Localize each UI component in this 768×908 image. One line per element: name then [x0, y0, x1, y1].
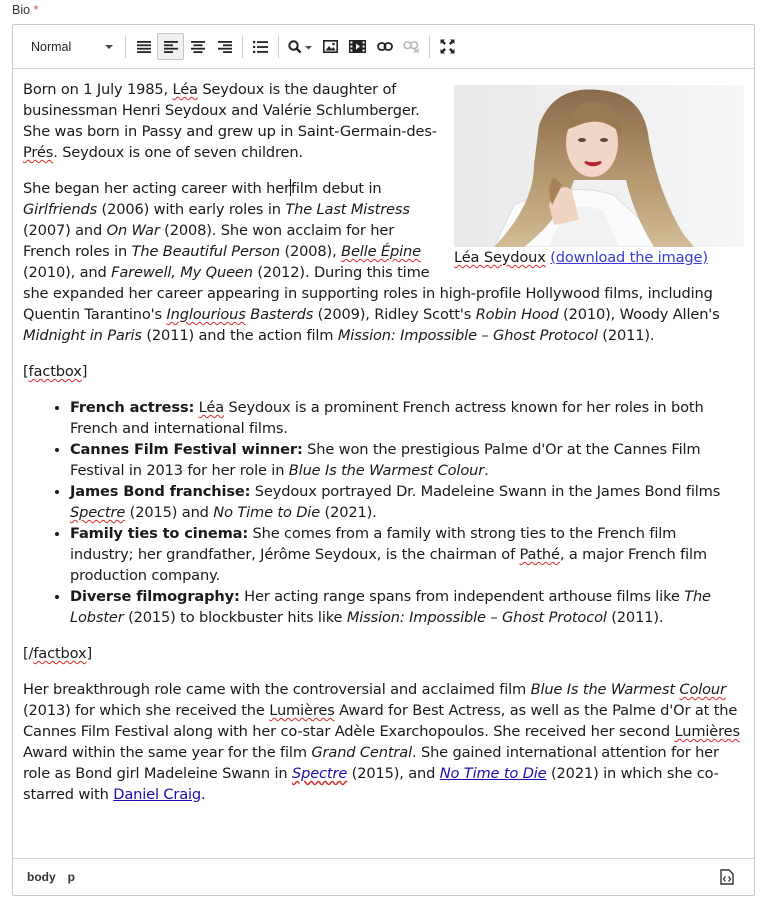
link-icon — [377, 42, 393, 51]
media-icon — [349, 40, 366, 53]
align-justify-icon — [137, 41, 151, 53]
bullet-list-button[interactable] — [247, 33, 274, 60]
fullscreen-icon — [440, 39, 455, 54]
unlink-button[interactable] — [398, 33, 425, 60]
daniel-craig-link[interactable]: Daniel Craig — [113, 786, 202, 803]
unlink-icon — [403, 41, 420, 53]
chevron-down-icon — [105, 45, 113, 49]
facts-list — [23, 397, 742, 628]
format-dropdown-value: Normal — [31, 39, 72, 54]
factbox-close-shortcode: [/factbox] — [23, 645, 93, 662]
list-item: • Diverse filmography: Her acting range spans from independent arthouse films like The Lobster (2015) to blockbuster hits like Mission: Impossible – Ghost Protocol (2011). — [70, 586, 742, 628]
align-center-icon — [191, 41, 205, 53]
editor-statusbar — [13, 858, 754, 895]
toolbar-separator — [278, 36, 279, 58]
format-dropdown[interactable] — [21, 33, 121, 61]
editor-content[interactable] — [13, 69, 754, 859]
list-item: • Cannes Film Festival winner: She won the prestigious Palme d'Or at the Cannes Film Festival in 2013 for her role in Blue Is the Warmest Colour. — [70, 439, 742, 481]
fullscreen-button[interactable] — [434, 33, 461, 60]
field-label-text: Bio — [12, 3, 31, 17]
paragraph-2: She began her acting career with herfilm debut in Girlfriends (2006) with early roles in The Last Mistress (2007) and On War (2008). She won acclaim for her French roles in The Beautiful Person (2008), Belle Épine (2010), and Farewell, My Queen (2012). During this time she expanded her career appearing in supporting roles in high-profile Hollywood films, including Quentin Tarantino's Inglourious Basterds (2009), Ridley Scott's Robin Hood (2010), Woody Allen's Midnight in Paris (2011) and the action film Mission: Impossible – Ghost Protocol (2011). — [23, 180, 720, 344]
element-path-body[interactable]: body — [27, 870, 56, 884]
rich-text-editor — [12, 24, 755, 896]
list-item: • Family ties to cinema: She comes from a family with strong ties to the French film industry; her grandfather, Jérôme Seydoux, is the chairman of Pathé, a major French film production company. — [70, 523, 742, 586]
insert-image-button[interactable] — [317, 33, 344, 60]
source-code-icon[interactable] — [720, 869, 734, 885]
spectre-link[interactable]: Spectre — [291, 765, 348, 782]
insert-media-button[interactable] — [344, 33, 371, 60]
align-right-button[interactable] — [211, 33, 238, 60]
editor-toolbar — [13, 25, 754, 69]
required-marker: * — [33, 3, 39, 17]
bio-field-label — [12, 3, 38, 17]
toolbar-separator — [429, 36, 430, 58]
download-image-link[interactable]: (download the image) — [550, 249, 708, 266]
toolbar-separator — [125, 36, 126, 58]
list-item: • French actress: Léa Seydoux is a prominent French actress known for her roles in both French and international films. — [70, 397, 742, 439]
find-replace-button[interactable] — [283, 33, 317, 60]
toolbar-separator — [242, 36, 243, 58]
element-path-p[interactable]: p — [67, 870, 76, 884]
bullet-list-icon — [253, 41, 268, 53]
find-replace-icon — [288, 40, 312, 54]
align-right-icon — [218, 41, 232, 53]
align-left-button[interactable] — [157, 33, 184, 60]
portrait-photo[interactable] — [454, 85, 744, 247]
align-left-icon — [164, 41, 178, 53]
image-icon — [323, 40, 338, 53]
paragraph-3: Her breakthrough role came with the controversial and acclaimed film Blue Is the Warmest Colour (2013) for which she received the Lumières Award for Best Actress, as well as the Palme d'Or at the Cannes Film Festival along with her co-star Adèle Exarchopoulos. She received her second Lumières Award within the same year for the film Grand Central. She gained international attention for her role as Bond girl Madeleine Swann in Spectre (2015), and No Time to Die (2021) in which she co-starred with Daniel Craig. — [23, 681, 740, 803]
no-time-to-die-link[interactable]: No Time to Die — [439, 765, 547, 782]
caption-name: Léa Seydoux — [454, 249, 546, 266]
list-item: • James Bond franchise: Seydoux portrayed Dr. Madeleine Swann in the James Bond films Spectre (2015) and No Time to Die (2021). — [70, 481, 742, 523]
factbox-open-shortcode: [factbox] — [23, 363, 88, 380]
paragraph-1: Born on 1 July 1985, Léa Seydoux is the daughter of businessman Henri Seydoux and Valérie Schlumberger. She was born in Passy and grew up in Saint-Germain-des-Prés. Seydoux is one of seven children. — [23, 81, 437, 161]
align-justify-button[interactable] — [130, 33, 157, 60]
align-center-button[interactable] — [184, 33, 211, 60]
image-caption — [454, 247, 744, 268]
image-figure[interactable] — [454, 85, 744, 268]
insert-link-button[interactable] — [371, 33, 398, 60]
